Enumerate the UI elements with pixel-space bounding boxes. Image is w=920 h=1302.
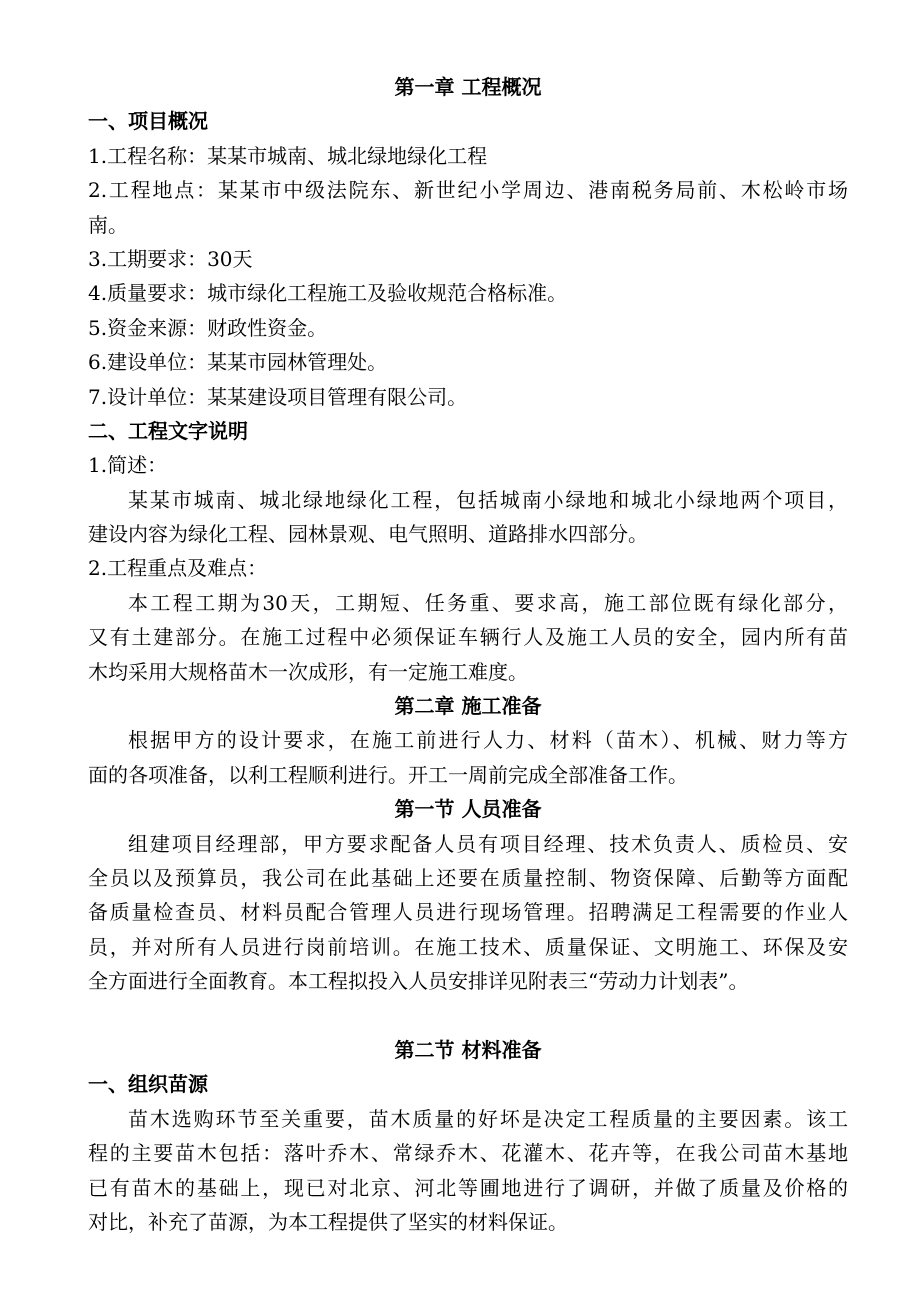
overview-item-6: 6.建设单位：某某市园林管理处。 bbox=[88, 350, 388, 375]
materials-line-2: 程的主要苗木包括：落叶乔木、常绿乔木、花灌木、花卉等，在我公司苗木基地 bbox=[88, 1141, 848, 1166]
section-heading-seedlings: 一、组织苗源 bbox=[88, 1072, 208, 1097]
key-points-line-2: 又有土建部分。在施工过程中必须保证车辆行人及施工人员的安全，园内所有苗 bbox=[88, 625, 848, 650]
blank-line bbox=[88, 999, 848, 1033]
summary-line-1: 某某市城南、城北绿地绿化工程，包括城南小绿地和城北小绿地两个项目， bbox=[128, 487, 848, 512]
document-page bbox=[88, 70, 848, 1239]
overview-item-2: 2.工程地点：某某市中级法院东、新世纪小学周边、港南税务局前、木松岭市场 bbox=[88, 178, 848, 203]
overview-item-3: 3.工期要求：30天 bbox=[88, 246, 253, 271]
section-title-materials: 第二节 材料准备 bbox=[394, 1037, 542, 1062]
sub-label-summary: 1.简述： bbox=[88, 453, 168, 478]
overview-item-5: 5.资金来源：财政性资金。 bbox=[88, 315, 328, 340]
section-title-personnel: 第一节 人员准备 bbox=[394, 797, 542, 822]
section-heading-project-overview: 一、项目概况 bbox=[88, 109, 208, 134]
materials-line-4: 对比，补充了苗源，为本工程提供了坚实的材料保证。 bbox=[88, 1209, 568, 1234]
chapter-1-title: 第一章 工程概况 bbox=[394, 75, 542, 99]
personnel-line-5: 全方面进行全面教育。本工程拟投入人员安排详见附表三“劳动力计划表”。 bbox=[88, 969, 749, 994]
personnel-line-3: 备质量检查员、材料员配合管理人员进行现场管理。招聘满足工程需要的作业人 bbox=[88, 900, 848, 925]
chapter-2-title: 第二章 施工准备 bbox=[394, 694, 542, 719]
overview-item-1: 1.工程名称：某某市城南、城北绿地绿化工程 bbox=[88, 143, 488, 168]
sub-label-key-points: 2.工程重点及难点： bbox=[88, 556, 268, 581]
section-heading-description: 二、工程文字说明 bbox=[88, 418, 248, 443]
overview-item-4: 4.质量要求：城市绿化工程施工及验收规范合格标准。 bbox=[88, 281, 568, 306]
overview-item-2-cont: 南。 bbox=[88, 212, 128, 237]
materials-line-1: 苗木选购环节至关重要，苗木质量的好坏是决定工程质量的主要因素。该工 bbox=[128, 1106, 848, 1131]
personnel-line-1: 组建项目经理部，甲方要求配备人员有项目经理、技术负责人、质检员、安 bbox=[128, 831, 848, 856]
chapter-2-intro-line-2: 面的各项准备，以利工程顺利进行。开工一周前完成全部准备工作。 bbox=[88, 762, 688, 787]
overview-item-7: 7.设计单位：某某建设项目管理有限公司。 bbox=[88, 384, 468, 409]
chapter-2-intro-line-1: 根据甲方的设计要求，在施工前进行人力、材料（苗木）、机械、财力等方 bbox=[128, 728, 848, 753]
summary-line-2: 建设内容为绿化工程、园林景观、电气照明、道路排水四部分。 bbox=[88, 522, 648, 547]
key-points-line-1: 本工程工期为30天，工期短、任务重、要求高，施工部位既有绿化部分， bbox=[128, 590, 848, 615]
personnel-line-4: 员，并对所有人员进行岗前培训。在施工技术、质量保证、文明施工、环保及安 bbox=[88, 934, 848, 959]
materials-line-3: 已有苗木的基础上，现已对北京、河北等圃地进行了调研，并做了质量及价格的 bbox=[88, 1175, 848, 1200]
key-points-line-3: 木均采用大规格苗木一次成形，有一定施工难度。 bbox=[88, 659, 528, 684]
personnel-line-2: 全员以及预算员，我公司在此基础上还要在质量控制、物资保障、后勤等方面配 bbox=[88, 865, 848, 890]
